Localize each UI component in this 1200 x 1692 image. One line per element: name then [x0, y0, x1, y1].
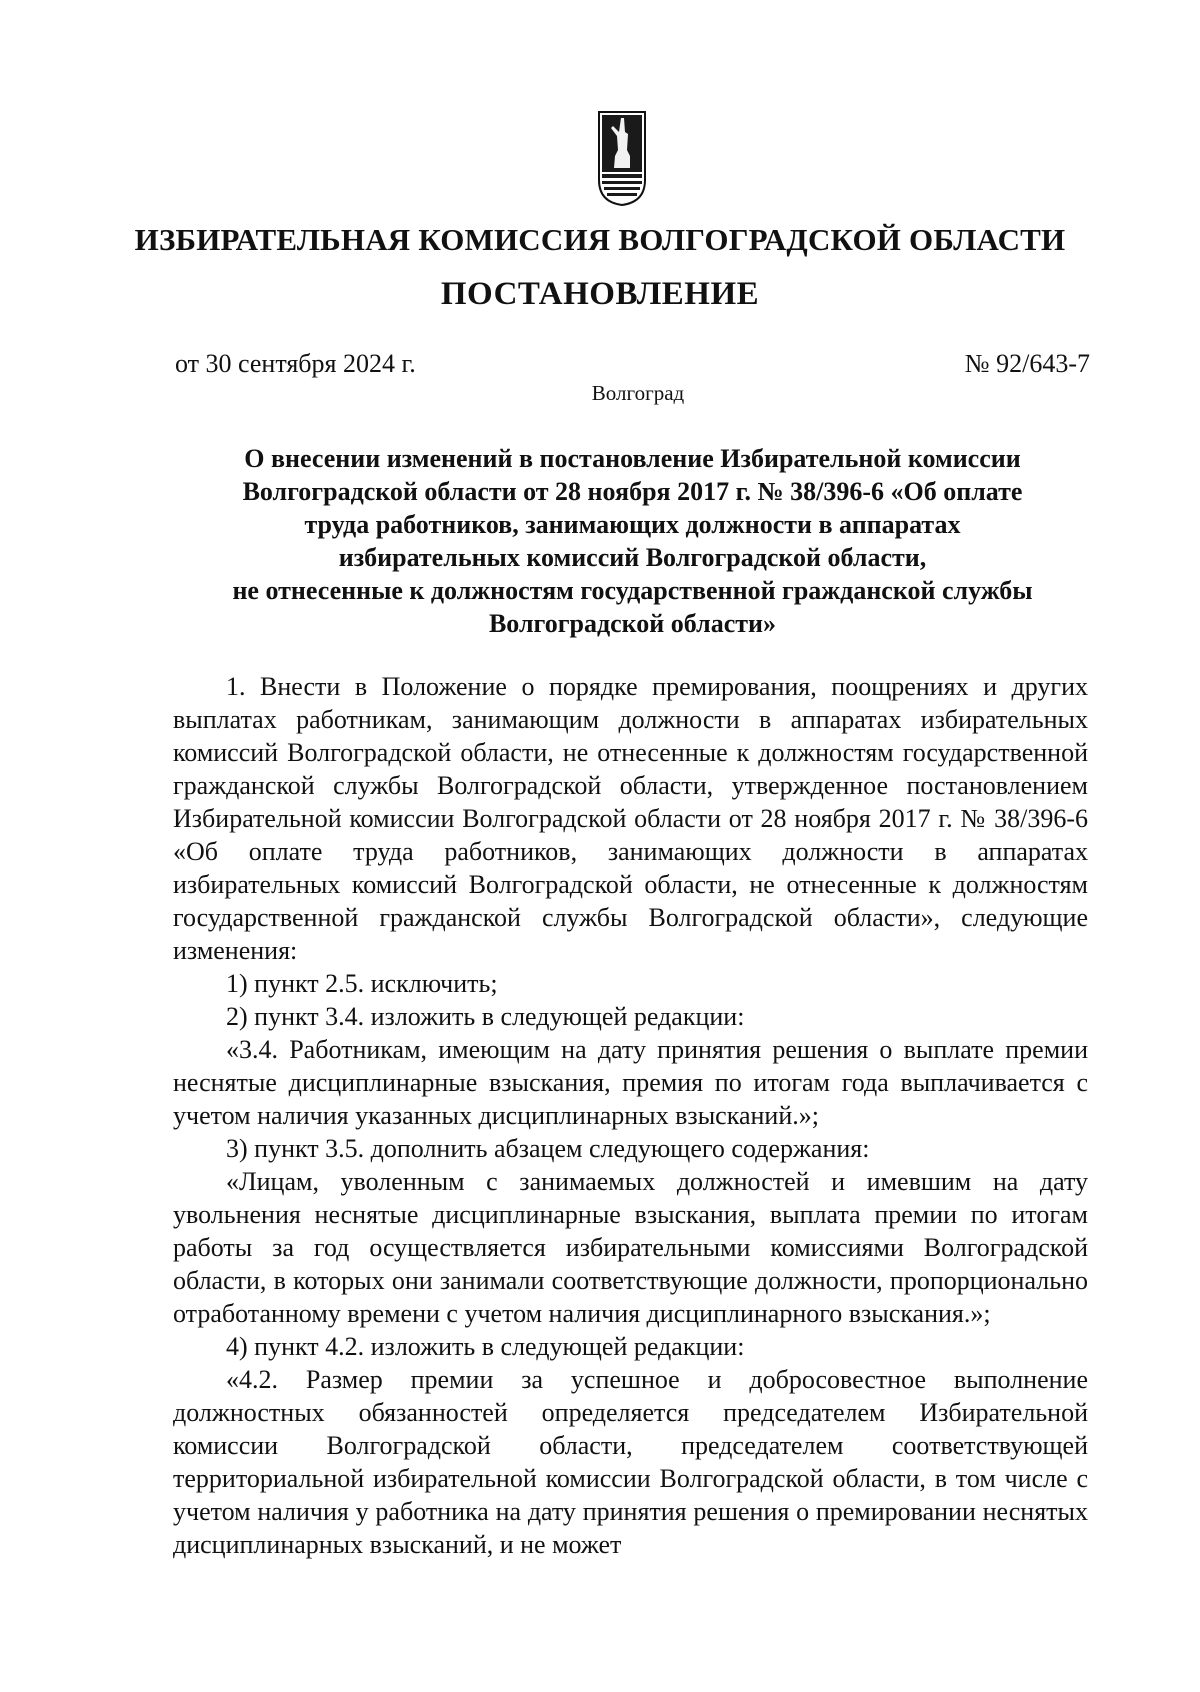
body-paragraph: «3.4. Работникам, имеющим на дату принятия решения о выплате премии неснятые дисциплинарные взыскания, премия по итогам года выплачивается с учетом наличия указанных дисциплинарных взысканий.»;: [173, 1035, 1088, 1130]
body-paragraph: 2) пункт 3.4. изложить в следующей редакции:: [226, 1002, 745, 1031]
document-date: от 30 сентября 2024 г.: [175, 349, 416, 378]
document-city: Волгоград: [591, 381, 685, 405]
subject-line: О внесении изменений в постановление Избирательной комиссии: [244, 444, 1021, 473]
subject-line: не отнесенные к должностям государственной гражданской службы: [232, 576, 1033, 605]
document-subject: [150, 442, 1115, 640]
subject-line: Волгоградской области от 28 ноября 2017 г. № 38/396-6 «Об оплате: [242, 477, 1023, 506]
subject-line: труда работников, занимающих должности в аппаратах: [304, 510, 961, 539]
document-number: № 92/643-7: [964, 349, 1090, 378]
coat-of-arms-emblem: [597, 110, 647, 207]
body-paragraph: 1) пункт 2.5. исключить;: [226, 969, 498, 998]
body-paragraph: 1. Внести в Положение о порядке премирования, поощрениях и других выплатах работникам, занимающим должности в аппаратах избирательных комиссий Волгоградской области, не отнесенные к должностям государственной гражданской службы Волгоградской области, утвержденное постановлением Избирательной комиссии Волгоградской области от 28 ноября 2017 г. № 38/396-6 «Об оплате труда работников, занимающих должности в аппаратах избирательных комиссий Волгоградской области, не отнесенные к должностям государственной гражданской службы Волгоградской области», следующие изменения:: [173, 672, 1088, 965]
body-paragraph: 3) пункт 3.5. дополнить абзацем следующего содержания:: [226, 1134, 870, 1163]
body-paragraph: 4) пункт 4.2. изложить в следующей редакции:: [226, 1332, 745, 1361]
document-body: [173, 670, 1088, 1561]
body-paragraph: «4.2. Размер премии за успешное и добросовестное выполнение должностных обязанностей определяется председателем Избирательной комиссии Волгоградской области, председателем соответствующей территориальной избирательной комиссии Волгоградской области, в том числе с учетом наличия у работника на дату принятия решения о премировании неснятых дисциплинарных взысканий, и не может: [173, 1365, 1088, 1559]
subject-line: Волгоградской области»: [488, 609, 777, 638]
document-type-title: ПОСТАНОВЛЕНИЕ: [440, 276, 760, 312]
body-paragraph: «Лицам, уволенным с занимаемых должностей и имевшим на дату увольнения неснятые дисциплинарные взыскания, выплата премии по итогам работы за год осуществляется избирательными комиссиями Волгоградской области, в которых они занимали соответствующие должности, пропорционально отработанному времени с учетом наличия дисциплинарного взыскания.»;: [173, 1167, 1088, 1328]
subject-line: избирательных комиссий Волгоградской области,: [338, 543, 927, 572]
organization-title: ИЗБИРАТЕЛЬНАЯ КОМИССИЯ ВОЛГОГРАДСКОЙ ОБЛАСТИ: [134, 222, 1066, 257]
